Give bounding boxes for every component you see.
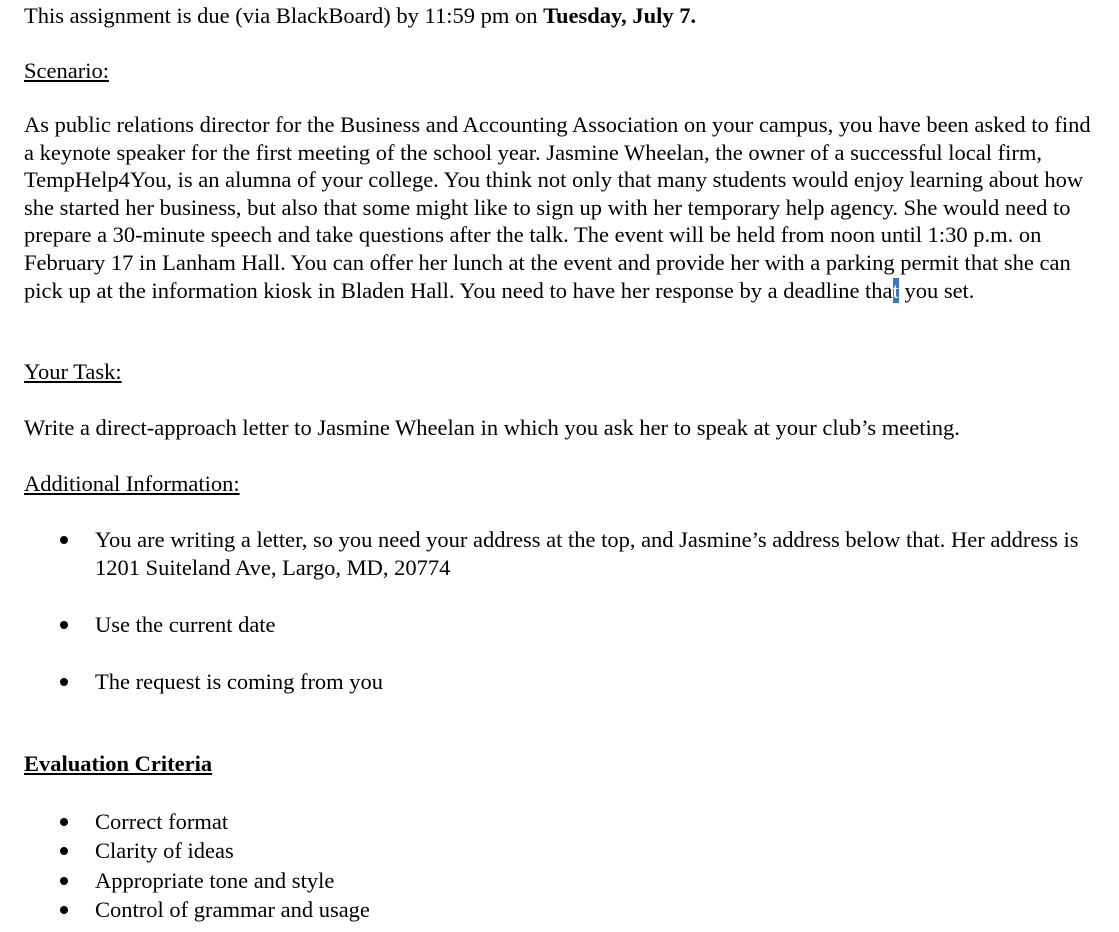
bullet-icon (60, 536, 68, 544)
task-text: Write a direct-approach letter to Jasmine Wheelan in which you ask her to speak at your club’s meeting. (24, 415, 960, 440)
due-date-line (24, 3, 696, 29)
list-item-text: Clarity of ideas (95, 838, 234, 863)
bullet-icon (60, 818, 68, 826)
bullet-icon (60, 621, 68, 629)
list-item-text: Correct format (95, 809, 229, 834)
scenario-paragraph-end: you set. (898, 277, 975, 303)
bullet-icon (60, 906, 68, 914)
list-item-text: The request is coming from you (95, 669, 384, 694)
scenario-paragraph-main: As public relations director for the Business and Accounting Association on your campus, you have been asked to find a keynote speaker for the first meeting of the school year. Jasmine Wheelan, the owner of a successful local firm, TempHelp4You, is an alumna of your college. You think not only that many students would enjoy learning about how she started her business, but also that some might like to sign up with her temporary help agency. She would need to prepare a 30-minute speech and take questions after the talk. The event will be held from noon until 1:30 p.m. on February 17 in Lanham Hall. You can offer her lunch at the event and provide her with a parking permit that she can pick up at the information kiosk in Bladen Hall. You need to have her response by a deadline tha (24, 112, 1091, 303)
list-item-text: Control of grammar and usage (95, 897, 370, 922)
scenario-paragraph (24, 111, 1102, 304)
task-heading: Your Task: (24, 359, 122, 384)
scenario-heading: Scenario: (24, 58, 109, 83)
additional-info-heading: Additional Information: (24, 471, 240, 496)
bullet-icon (60, 678, 68, 686)
bullet-icon (60, 847, 68, 855)
list-item-text: Appropriate tone and style (95, 868, 335, 893)
text-cursor-selection: t (892, 277, 899, 303)
due-date-text: This assignment is due (via BlackBoard) by 11:59 pm on (24, 3, 544, 28)
due-date-bold: Tuesday, July 7. (543, 3, 697, 28)
bullet-icon (60, 877, 68, 885)
evaluation-heading: Evaluation Criteria (24, 751, 213, 776)
list-item-text: You are writing a letter, so you need your address at the top, and Jasmine’s address below that. Her address is 1201 Suiteland Ave, Largo, MD, 20774 (95, 527, 1079, 580)
list-item-text: Use the current date (95, 612, 276, 637)
